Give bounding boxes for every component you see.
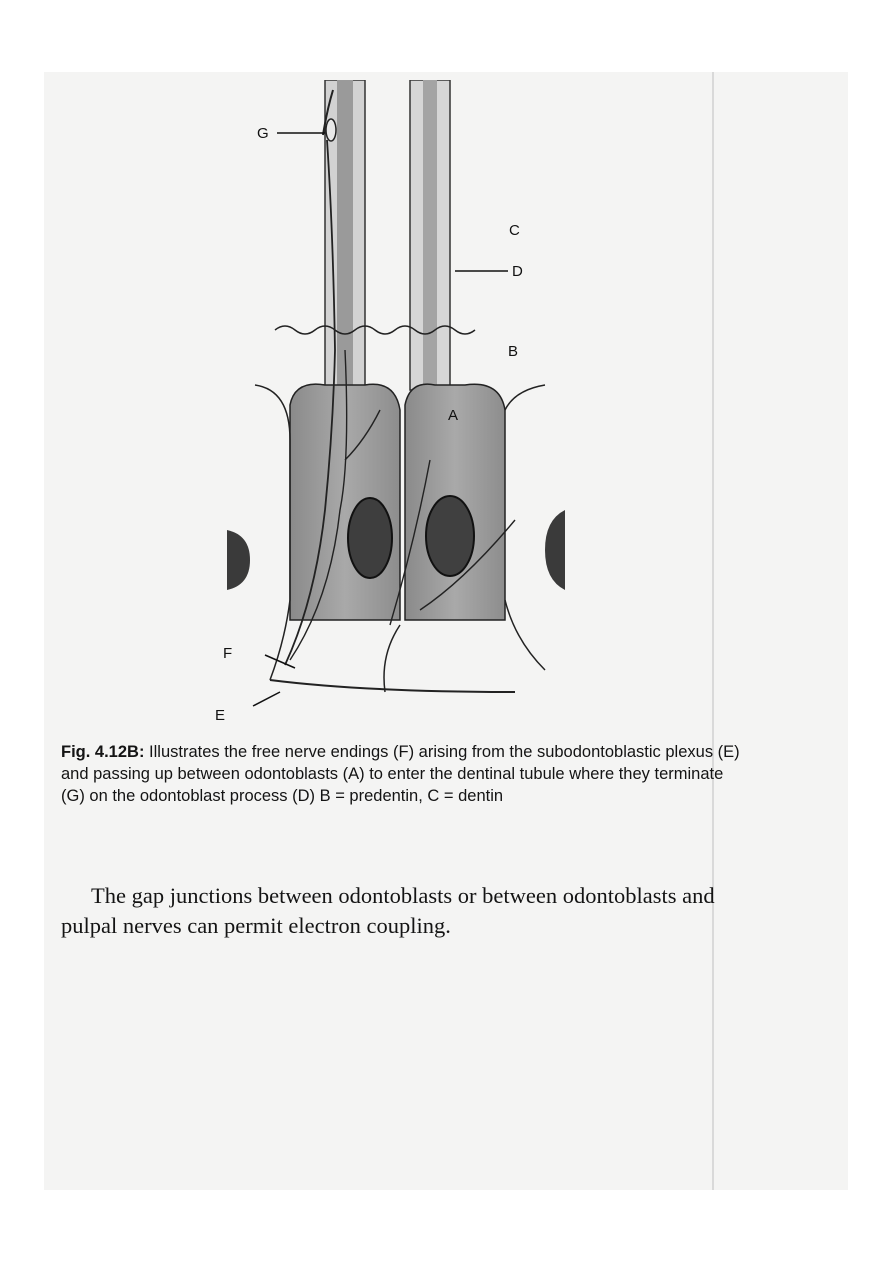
odontoblast-illustration (215, 80, 585, 720)
figure-caption (61, 741, 741, 807)
label-a: A (448, 407, 459, 424)
odontoblast-diagram (215, 80, 585, 724)
label-c: C (509, 222, 520, 239)
label-g: G (257, 125, 269, 142)
figure-number: Fig. 4.12B: (61, 743, 145, 761)
body-paragraph: The gap junctions between odontoblasts or between odontoblasts and pulpal nerves can permit electron coupling. (61, 883, 715, 938)
label-b: B (508, 343, 519, 360)
caption-text: Illustrates the free nerve endings (F) arising from the subodontoblastic plexus (E) and passing up between odontoblasts (A) to enter the dentinal tubule where they terminate (G) on the odontoblast process (D) B = predentin, C = dentin (61, 743, 740, 805)
page-gutter (712, 72, 714, 1190)
label-f: F (223, 645, 233, 662)
label-e: E (215, 707, 226, 724)
label-d: D (512, 263, 523, 280)
